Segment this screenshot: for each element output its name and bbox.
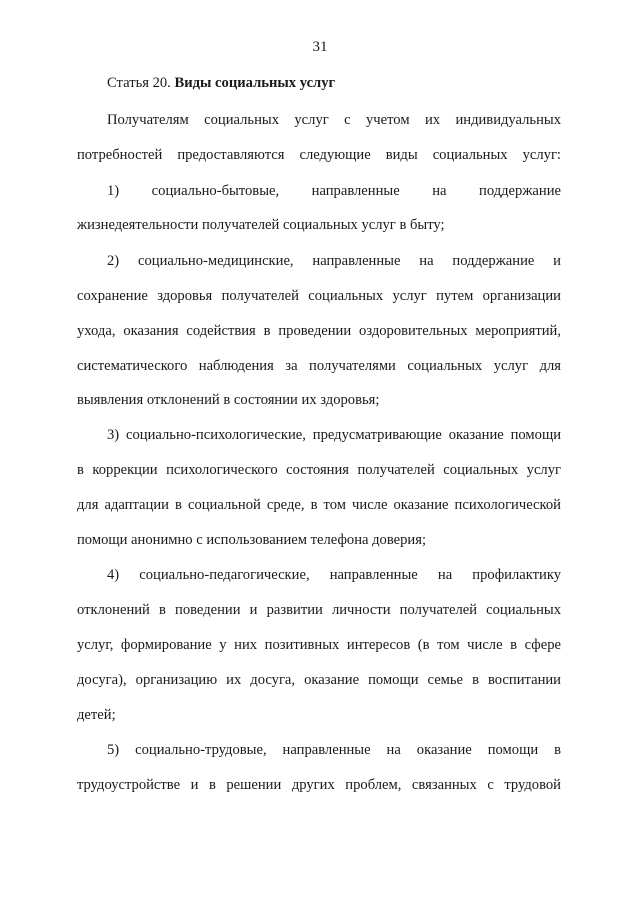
- text-line: 5) социально-трудовые, направленные на оказание помощи в: [107, 742, 561, 758]
- text-line: систематического наблюдения за получателями социальных услуг для: [77, 358, 561, 374]
- article-number: Статья 20.: [107, 75, 175, 91]
- article-title: Виды социальных услуг: [174, 75, 336, 91]
- text-line: помощи анонимно с использованием телефона доверия;: [77, 532, 427, 548]
- text-line: досуга), организацию их досуга, оказание помощи семье в воспитании: [77, 672, 561, 688]
- article-heading: [107, 73, 335, 93]
- text-line: в коррекции психологического состояния получателей социальных услуг: [77, 462, 561, 478]
- text-line: услуг, формирование у них позитивных интересов (в том числе в сфере: [77, 637, 561, 653]
- page-number: 31: [312, 39, 328, 55]
- text-line: детей;: [77, 707, 116, 723]
- text-line: потребностей предоставляются следующие виды социальных услуг:: [77, 147, 561, 163]
- text-line: 4) социально-педагогические, направленные на профилактику: [107, 567, 561, 583]
- text-line: жизнедеятельности получателей социальных услуг в быту;: [77, 217, 445, 233]
- text-line: 2) социально-медицинские, направленные на поддержание и: [107, 253, 561, 269]
- text-line: отклонений в поведении и развитии личности получателей социальных: [77, 602, 561, 618]
- text-line: для адаптации в социальной среде, в том числе оказание психологической: [77, 497, 561, 513]
- text-line: трудоустройстве и в решении других проблем, связанных с трудовой: [77, 777, 561, 793]
- text-line: Получателям социальных услуг с учетом их индивидуальных: [107, 112, 561, 128]
- text-line: выявления отклонений в состоянии их здоровья;: [77, 392, 380, 408]
- text-line: 1) социально-бытовые, направленные на поддержание: [107, 183, 561, 199]
- text-line: сохранение здоровья получателей социальных услуг путем организации: [77, 288, 561, 304]
- text-line: 3) социально-психологические, предусматривающие оказание помощи: [107, 427, 561, 443]
- text-line: ухода, оказания содействия в проведении оздоровительных мероприятий,: [77, 323, 561, 339]
